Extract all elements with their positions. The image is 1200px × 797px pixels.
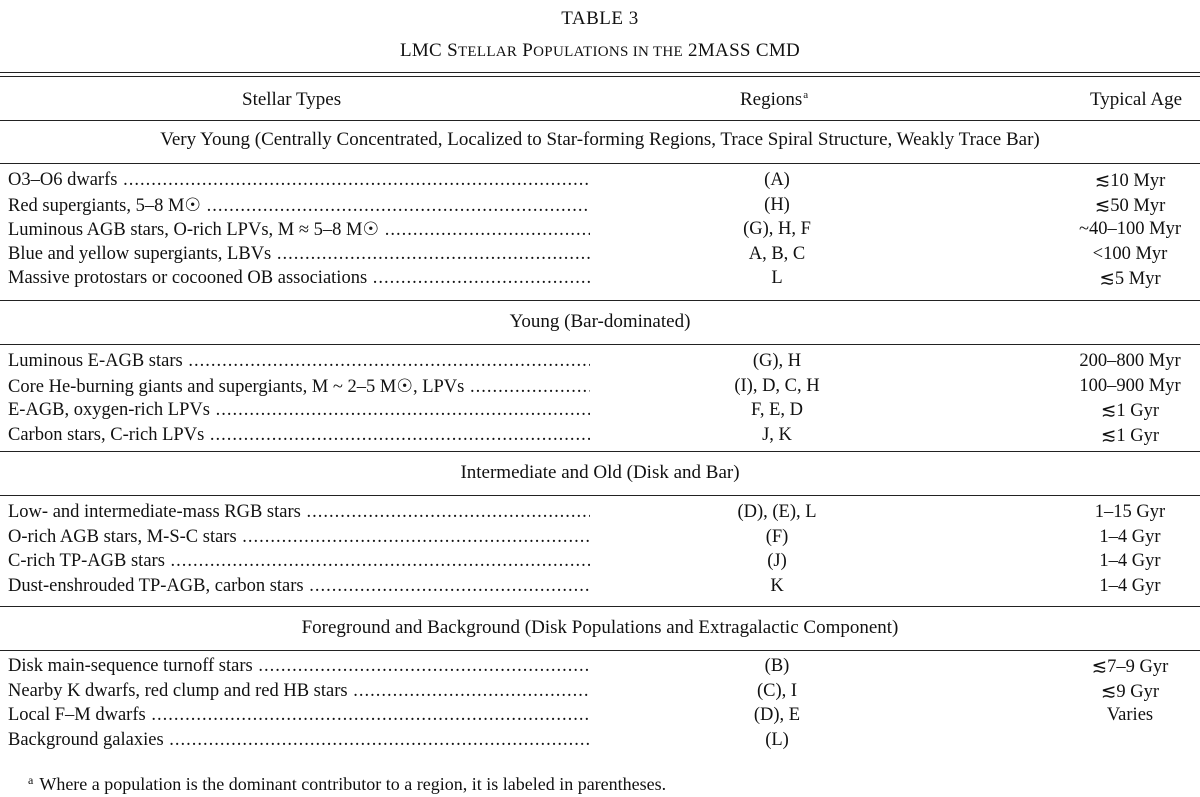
footnote-mark: a: [28, 773, 34, 787]
stellar-type-cell: [8, 268, 590, 289]
typical-age-cell: 200–800 Myr: [1079, 351, 1181, 371]
leader-dots: [117, 170, 590, 190]
regions-cell: (D), (E), L: [737, 502, 817, 522]
section-title: Intermediate and Old (Disk and Bar): [460, 462, 740, 483]
stellar-type-text: Nearby K dwarfs, red clump and red HB stars: [8, 680, 348, 701]
leader-dots: [165, 551, 590, 571]
stellar-type-cell: [8, 351, 590, 372]
typical-age-cell: ≲50 Myr: [1094, 195, 1166, 216]
stellar-type-text: O-rich AGB stars, M-S-C stars: [8, 526, 237, 547]
column-header-typical-age: Typical Age: [1089, 89, 1182, 110]
table-row: [0, 551, 1200, 576]
leader-dots: [183, 351, 590, 371]
table-row: [0, 502, 1200, 527]
regions-cell: (B): [764, 656, 790, 676]
stellar-type-cell: [8, 730, 590, 751]
stellar-type-text: E-AGB, oxygen-rich LPVs: [8, 400, 210, 421]
stellar-type-text: Disk main-sequence turnoff stars: [8, 656, 253, 676]
table-row: [0, 219, 1200, 244]
regions-cell: (C), I: [756, 680, 798, 701]
table-title: TABLE 3: [561, 8, 639, 29]
regions-cell: (A): [764, 170, 790, 190]
stellar-type-text: Massive protostars or cocooned OB associations: [8, 268, 368, 289]
stellar-type-text: Background galaxies: [8, 729, 164, 750]
table-row: [0, 705, 1200, 730]
stellar-type-cell: [8, 681, 590, 702]
typical-age-cell: 1–15 Gyr: [1094, 502, 1166, 522]
section-rule: [0, 606, 1200, 607]
leader-dots: [367, 268, 590, 288]
leader-dots: [201, 196, 590, 216]
column-header-stellar-types: Stellar Types: [242, 89, 342, 110]
table-row: [0, 244, 1200, 269]
leader-dots: [464, 377, 590, 397]
stellar-type-cell: [8, 400, 590, 421]
table-row: [0, 576, 1200, 601]
typical-age-cell: ≲5 Myr: [1099, 269, 1161, 290]
stellar-type-cell: [8, 219, 590, 241]
table-caption: LMC STELLAR POPULATIONS IN THE 2MASS CMD: [399, 40, 801, 61]
stellar-type-cell: [8, 656, 590, 677]
section-rule: [0, 495, 1200, 496]
table-row: [0, 268, 1200, 293]
footnote-text: Where a population is the dominant contributor to a region, it is labeled in parentheses.: [39, 774, 667, 794]
column-header-regions: Regions$^a$: [740, 89, 809, 110]
stellar-type-text: Blue and yellow supergiants, LBVs: [8, 243, 272, 264]
regions-cell: J, K: [762, 424, 792, 445]
section-rule: [0, 300, 1200, 301]
typical-age-cell: ~40–100 Myr: [1079, 219, 1181, 240]
table-row: [0, 656, 1200, 681]
leader-dots: [304, 576, 590, 596]
stellar-type-cell: [8, 244, 590, 265]
top-rule: [0, 72, 1200, 73]
leader-dots: [379, 220, 590, 240]
stellar-type-cell: [8, 425, 590, 446]
regions-cell: (F): [765, 526, 789, 547]
table-row: [0, 351, 1200, 376]
stellar-type-cell: [8, 376, 590, 398]
stellar-type-text: C-rich TP-AGB stars: [8, 551, 165, 572]
stellar-type-text: Local F–M dwarfs: [8, 705, 146, 726]
typical-age-cell: ≲1 Gyr: [1100, 401, 1160, 422]
stellar-type-text: Low- and intermediate-mass RGB stars: [8, 502, 301, 522]
typical-age-cell: 1–4 Gyr: [1099, 526, 1161, 547]
typical-age-cell: ≲9 Gyr: [1100, 681, 1160, 702]
section-title: Very Young (Centrally Concentrated, Localized to Star-forming Regions, Trace Spiral Structure, Weakly Trace Bar): [160, 129, 1040, 150]
typical-age-cell: <100 Myr: [1092, 243, 1168, 264]
stellar-type-cell: [8, 576, 590, 597]
top-rule-double: [0, 76, 1200, 77]
stellar-type-text: Luminous E-AGB stars: [8, 351, 183, 371]
regions-cell: (H): [764, 194, 790, 215]
regions-cell: L: [771, 268, 783, 289]
stellar-type-text: Red supergiants, 5–8 M☉: [8, 195, 202, 216]
footnote-marker: a: [803, 89, 809, 101]
leader-dots: [164, 730, 590, 750]
leader-dots: [253, 656, 590, 676]
leader-dots: [237, 527, 590, 547]
typical-age-cell: ≲7–9 Gyr: [1091, 657, 1169, 677]
header-rule: [0, 120, 1200, 121]
leader-dots: [271, 244, 590, 264]
stellar-type-cell: [8, 170, 590, 191]
section-rule: [0, 451, 1200, 452]
regions-cell: (G), H, F: [743, 219, 811, 240]
stellar-type-cell: [8, 195, 590, 217]
regions-cell: (L): [765, 729, 789, 750]
section-title: Young (Bar-dominated): [509, 311, 691, 332]
regions-cell: (D), E: [753, 705, 801, 726]
table-row: [0, 527, 1200, 552]
leader-dots: [348, 681, 590, 701]
section-title: Foreground and Background (Disk Populations and Extragalactic Component): [301, 617, 899, 638]
stellar-type-text: Dust-enshrouded TP-AGB, carbon stars: [8, 575, 304, 596]
typical-age-cell: ≲1 Gyr: [1100, 425, 1160, 446]
table-row: [0, 425, 1200, 450]
typical-age-cell: ≲10 Myr: [1094, 171, 1166, 191]
section-rule: [0, 650, 1200, 651]
table-row: [0, 681, 1200, 706]
table-row: [0, 195, 1200, 220]
regions-cell: F, E, D: [751, 400, 803, 421]
typical-age-cell: 1–4 Gyr: [1099, 575, 1161, 596]
stellar-type-text: O3–O6 dwarfs: [8, 170, 118, 190]
typical-age-cell: Varies: [1106, 705, 1154, 726]
regions-cell: (G), H: [752, 351, 802, 371]
leader-dots: [301, 502, 590, 522]
typical-age-cell: 100–900 Myr: [1079, 375, 1181, 396]
table-footnote: [28, 773, 666, 795]
stellar-type-text: Luminous AGB stars, O-rich LPVs, M ≈ 5–8 M☉: [8, 220, 380, 241]
stellar-type-text: Carbon stars, C-rich LPVs: [8, 424, 205, 445]
table-row: [0, 400, 1200, 425]
leader-dots: [210, 400, 590, 420]
leader-dots: [204, 425, 590, 445]
regions-cell: (I), D, C, H: [734, 375, 820, 396]
section-rule: [0, 344, 1200, 345]
stellar-type-cell: [8, 502, 590, 523]
table-row: [0, 170, 1200, 195]
table-row: [0, 730, 1200, 755]
typical-age-cell: 1–4 Gyr: [1099, 551, 1161, 572]
regions-cell: A, B, C: [748, 243, 806, 264]
stellar-type-text: Core He-burning giants and supergiants, M ~ 2–5 M☉, LPVs: [8, 376, 465, 397]
section-rule: [0, 163, 1200, 164]
stellar-type-cell: [8, 527, 590, 548]
regions-cell: K: [770, 575, 784, 596]
table-row: [0, 376, 1200, 401]
stellar-type-cell: [8, 551, 590, 572]
regions-cell: (J): [767, 551, 787, 572]
stellar-type-cell: [8, 705, 590, 726]
leader-dots: [146, 705, 590, 725]
